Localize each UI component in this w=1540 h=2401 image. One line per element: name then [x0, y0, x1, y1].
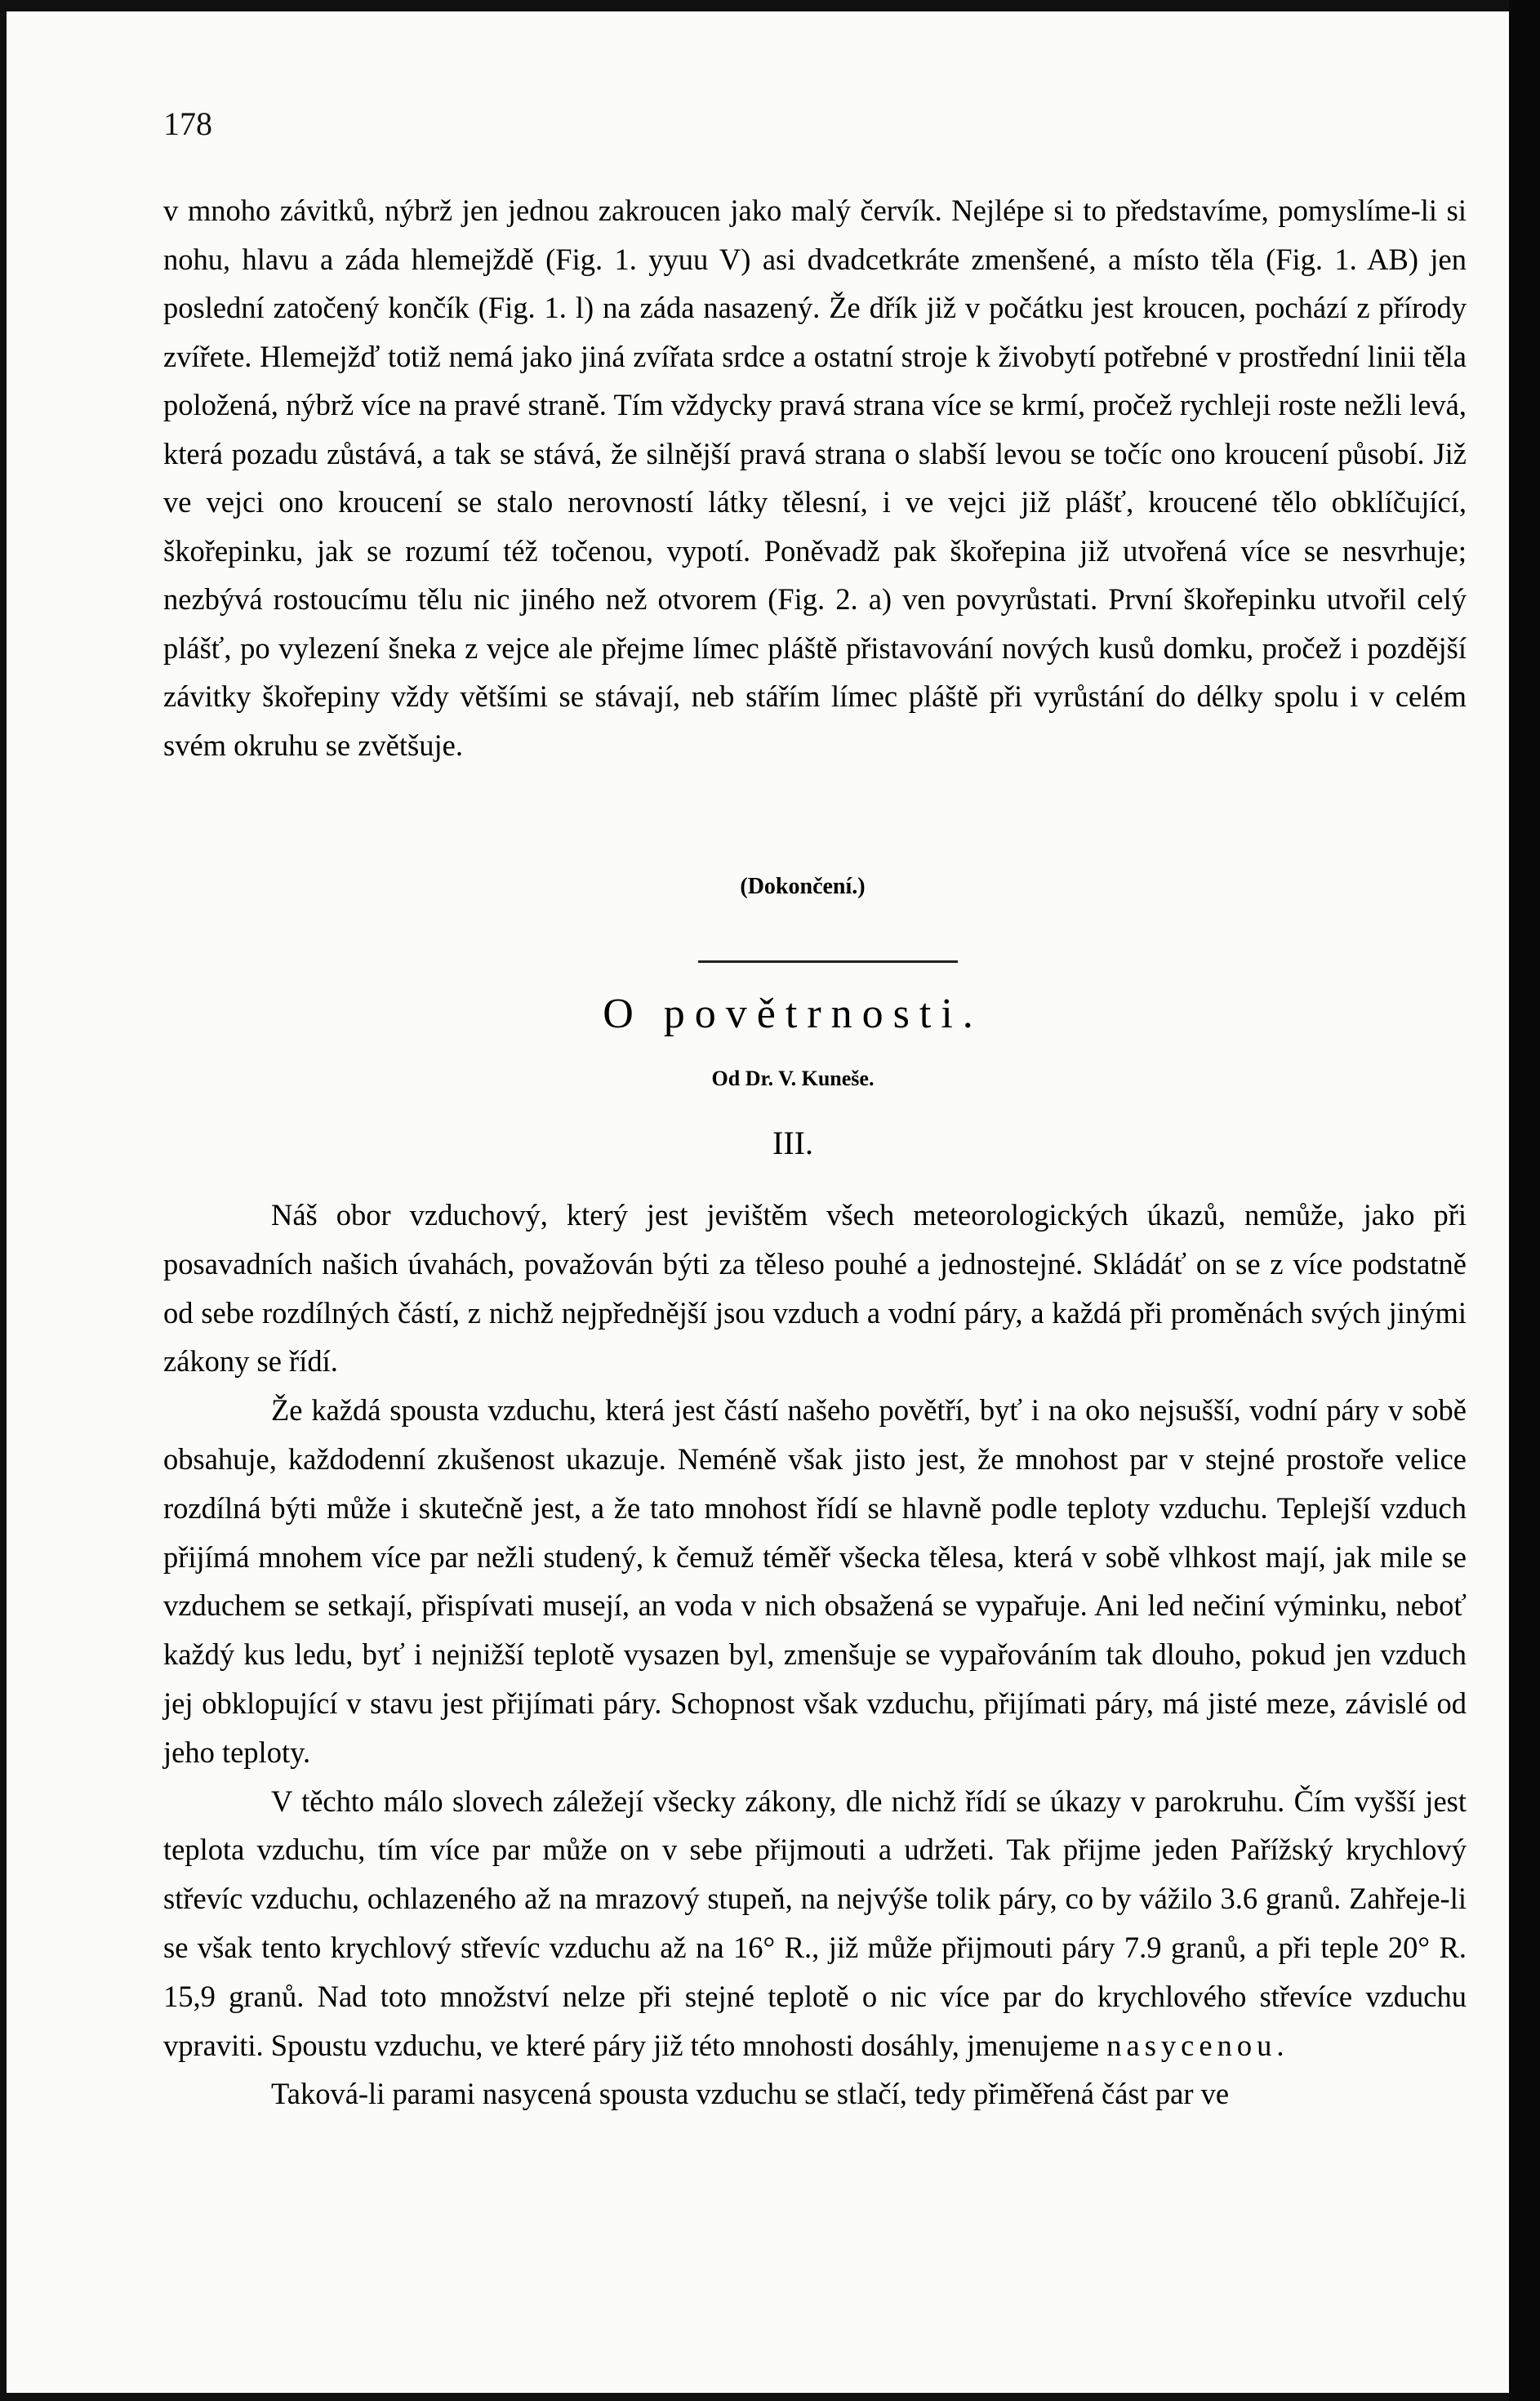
continuation-marker: (Dokončení.)	[740, 874, 866, 899]
article-title: O povětrnosti.	[603, 991, 983, 1037]
article-body	[163, 1191, 1467, 2118]
article-author: Od Dr. V. Kuneše.	[711, 1067, 875, 1090]
paragraph: Že každá spousta vzduchu, která jest částí našeho povětří, byť i na oko nejsušší, vodní páry v sobě obsahuje, každodenní zkušenost ukazuje. Neméně však jisto jest, že mnohost par v stejné prostoře velice rozdílná býti může i skutečně jest, a že tato mnohost řídí se hlavně podle teploty vzduchu. Teplejší vzduch přijímá mnohem více par nežli studený, k čemuž téměř všecka tělesa, která v sobě vlhkost mají, jak mile se vzduchem se setkají, přispívati musejí, an voda v nich obsažená se vypařuje. Ani led nečiní výminku, neboť každý kus ledu, byť i nejnižší teplotě vysazen byl, zmenšuje se vypařováním tak dlouho, pokud jen vzduch jej obklopující v stavu jest přijímati páry. Schopnost však vzduchu, přijímati páry, má jisté meze, závislé od jeho teploty.	[163, 1393, 1467, 1769]
previous-article-text: v mnoho závitků, nýbrž jen jednou zakroucen jako malý červík. Nejlépe si to představíme, pomyslíme-li si nohu, hlavu a záda hlemejždě (Fig. 1. yyuu V) asi dvadcetkráte zmenšené, a místo těla (Fig. 1. AB) jen poslední zatočený končík (Fig. 1. l) na záda nasazený. Že dřík již v počátku jest kroucen, pochází z přírody zvířete. Hlemejžď totiž nemá jako jiná zvířata srdce a ostatní stroje k živobytí potřebné v prostřední linii těla položená, nýbrž více na pravé straně. Tím vždycky pravá strana více se krmí, pročež rychleji roste nežli levá, která pozadu zůstává, a tak se stává, že silnější pravá strana o slabší levou se točíc ono kroucení působí. Již ve vejci ono kroucení se stalo nerovností látky tělesní, i ve vejci již plášť, kroucené tělo obklíčující, škořepinku, jak se rozumí též točenou, vypotí. Poněvadž pak škořepina již utvořená více se nesvrhuje; nezbývá rostoucímu tělu nic jiného než otvorem (Fig. 2. a) ven povyrůstati. První škořepinku utvořil celý plášť, po vylezení šneka z vejce ale přejme límec pláště přistavování nových kusů domku, pročež i pozdější závitky škořepiny vždy většími se stávají, neb stářím límec pláště při vyrůstání do délky spolu i v celém svém okruhu se zvětšuje.	[163, 194, 1467, 762]
paragraph	[163, 1777, 1467, 2070]
spaced-term: nasycenou.	[1106, 2028, 1289, 2062]
article-part-number: III.	[772, 1125, 813, 1161]
section-divider	[698, 960, 958, 963]
paragraph: Taková-li parami nasycená spousta vzduchu se stlačí, tedy přiměřená část par ve	[271, 2077, 1230, 2111]
paragraph-text: V těchto málo slovech záležejí všecky zákony, dle nichž řídí se úkazy v parokruhu. Čím vyšší jest teplota vzduchu, tím více par může on v sebe přijmouti a udržeti. Tak přijme jeden Pařížský krychlový střevíc vzduchu, ochlazeného až na mrazový stupeň, na nejvýše tolik páry, co by vážilo 3.6 granů. Zahřeje-li se však tento krychlový střevíc vzduchu až na 16° R., již může přijmouti páry 7.9 granů, a při teple 20° R. 15,9 granů. Nad toto množství nelze při stejné teplotě o nic více par do krychlového střevíce vzduchu vpraviti. Spoustu vzduchu, ve které páry již této mnohosti dosáhly, jmenujeme	[163, 1784, 1467, 2062]
page-number: 178	[163, 105, 212, 142]
scan-edge	[1509, 0, 1540, 2401]
paragraph: Náš obor vzduchový, který jest jevištěm všech meteorologických úkazů, nemůže, jako při posavadních našich úvahách, považován býti za těleso pouhé a jednostejné. Skládáť on se z více podstatně od sebe rozdílných částí, z nichž nejpřednější jsou vzduch a vodní páry, a každá při proměnách svých jinými zákony se řídí.	[163, 1198, 1467, 1379]
